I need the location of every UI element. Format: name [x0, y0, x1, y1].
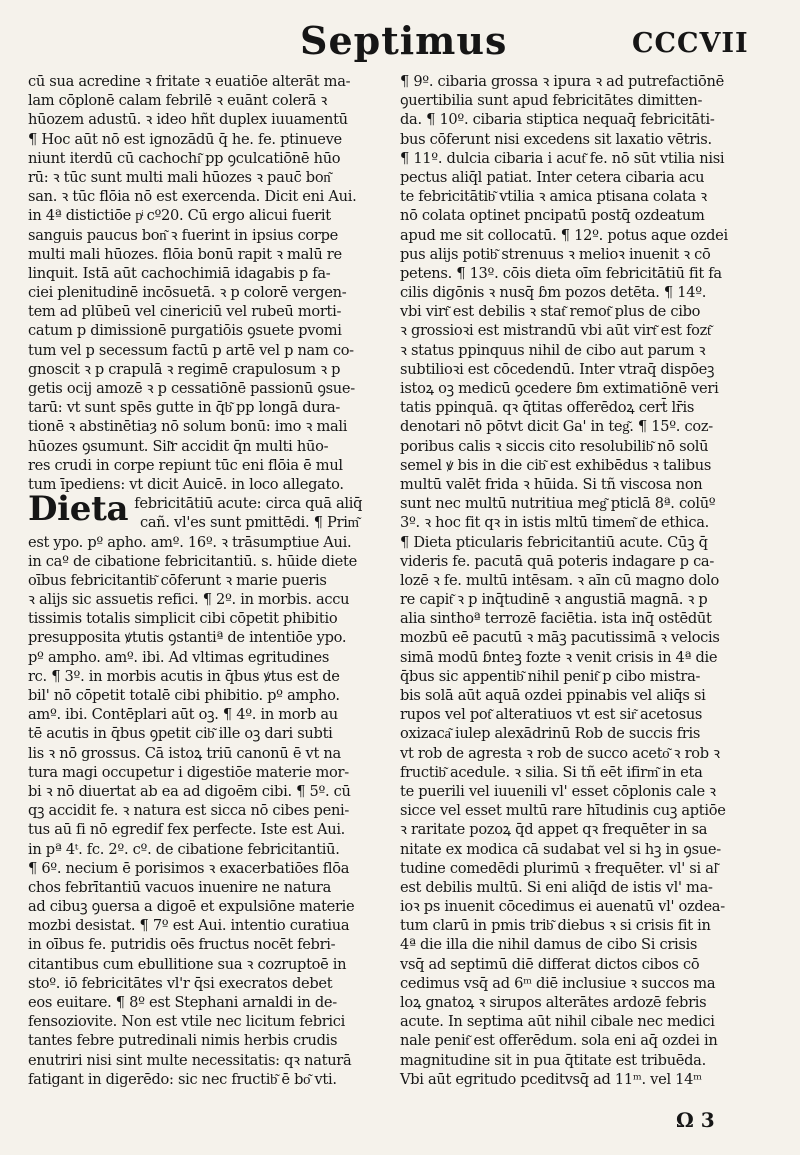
text-line-content: ꝛ alijs sic assuetis refici. ¶ 2º. in morbis. accu	[28, 591, 350, 609]
text-line-content: tura magi occupetur i digestiōe materie mor-	[28, 763, 349, 781]
text-line	[28, 763, 390, 782]
text-line	[28, 437, 390, 456]
text-line-content: ꝯuertibilia sunt apud febricitātes dimitten-	[400, 92, 703, 110]
text-line	[28, 72, 390, 91]
text-line-content: cilis digōnis ꝛ nusq̄ ɓm pozos detēta. ¶ 14º.	[400, 284, 707, 302]
text-line	[28, 187, 390, 206]
text-line-content: te puerili vel iuuenili vl' esset cōplonis cale ꝛ	[400, 782, 716, 800]
text-line	[400, 533, 766, 552]
text-line-content: te febricitātib͂ vtilia ꝛ amica ptisana colata ꝛ	[400, 188, 707, 206]
text-line-content: Vbi aūt egritudo pceditvsq̄ ad 11ᵐ. vel 14ᵐ	[400, 1070, 702, 1088]
text-line	[400, 916, 766, 935]
text-line-content: q̄bus sic appentib͂ nihil penit͂ p cibo mistra-	[400, 667, 701, 685]
text-line	[28, 609, 390, 628]
text-line-content: lam cōplonē calam febrilē ꝛ euānt colerā ꝛ	[28, 92, 328, 110]
text-line	[28, 456, 390, 475]
text-line-content: res crudi in corpe repiunt tūc eni flōia ē mul	[28, 456, 343, 474]
text-line-content: niunt iterdū cū cachochi͂ pp ꝯculcatiōnē hūo	[28, 149, 341, 167]
text-line-content: cū sua acredine ꝛ fritate ꝛ euatiōe alterāt ma-	[28, 73, 351, 90]
text-line-content: loꝝ gnatoꝝ ꝛ sirupos alterātes ardozē febris	[400, 994, 707, 1011]
text-line	[400, 955, 766, 974]
text-line-content: istoꝝ oꝫ medicū ꝯcedere ɓm extimatiōnē veri	[400, 380, 719, 397]
text-line	[28, 91, 390, 110]
text-line-content: enutriri nisi sint multe necessitatis: qꝛ naturā	[28, 1051, 352, 1069]
text-line-content: oībus febricitantib͂ cōferunt ꝛ marie pueris	[28, 571, 327, 589]
text-line-content: fructib͂ acedule. ꝛ silia. Si tñ eēt ifirm͂ in eta	[400, 763, 703, 781]
text-line	[400, 935, 766, 954]
section-heading-initial: Dieta	[28, 489, 129, 530]
text-line-content: chos febrītantiū vacuos inuenire ne natura	[28, 878, 332, 896]
text-line-content: presupposita ꝟtutis ꝯstantiª de intentiōe ypo.	[28, 629, 347, 647]
text-line-content: vsq̄ ad septimū diē differat dictos cibos cō	[400, 955, 700, 973]
text-line-content: mozbi desistat. ¶ 7º est Aui. intentio curatiua	[28, 917, 350, 935]
text-line	[400, 245, 766, 264]
text-line-content: ꝛ status ppinquus nihil de cibo aut parum ꝛ	[400, 341, 706, 359]
text-line-content: fensoziovite. Non est vtile nec licitum febrici	[28, 1013, 346, 1031]
text-line-content: tionē ꝛ abstinētiaȝ nō solum bonū: imo ꝛ mali	[28, 418, 348, 436]
text-line	[28, 897, 390, 916]
text-line	[28, 916, 390, 935]
text-line	[400, 456, 766, 475]
text-line-content: ¶ Hoc aūt nō est ignozādū q̄ he. fe. ptinueve	[28, 130, 342, 148]
text-line	[400, 149, 766, 168]
text-line-content: acute. In septima aūt nihil cibale nec medici	[400, 1013, 715, 1031]
text-line	[400, 302, 766, 321]
text-line-content: ioꝛ ps inuenit cōcedimus ei auenatū vl' ozdea-	[400, 898, 725, 916]
text-line	[400, 494, 766, 513]
text-line	[28, 993, 390, 1012]
text-line	[400, 686, 766, 705]
text-line-content: poribus calis ꝛ siccis cito resolubilib͂ nō solū	[400, 437, 709, 455]
text-line-content: tatis ppinquā. qꝛ q̄titas offerēdoꝝ cert̄ lr̄is	[400, 399, 695, 417]
text-line	[400, 475, 766, 494]
text-line	[400, 609, 766, 628]
text-line-content: febricitātiū acute: circa quā aliq̄	[134, 495, 363, 513]
text-line-content: tum īpediens: vt dicit Auicē. in loco allegato.	[28, 475, 344, 493]
text-line-content: amº. ibi. Contēplari aūt oꝫ. ¶ 4º. in morb au	[28, 706, 338, 724]
text-line-content: ¶ Dieta pticularis febricitantiū acute. Cūꝫ q̄	[400, 533, 708, 551]
text-line-content: pectus aliq̄l patiat. Inter cetera cibaria acu	[400, 168, 705, 186]
text-line	[400, 1012, 766, 1031]
text-line-content: apud me sit collocatū. ¶ 12º. potus aque ozdei	[400, 226, 728, 244]
text-line	[28, 1031, 390, 1050]
text-line	[400, 226, 766, 245]
text-line	[400, 667, 766, 686]
text-line	[400, 341, 766, 360]
text-line-content: ad cibuꝫ ꝯuersa a digoē et expulsiōne materie	[28, 898, 355, 916]
text-line	[400, 110, 766, 129]
running-head	[0, 14, 800, 74]
text-line-content: mozbū eē pacutū ꝛ māꝫ pacutissimā ꝛ velocis	[400, 629, 720, 647]
text-line	[400, 360, 766, 379]
text-line-content: pus alijs potib͂ strenuus ꝛ melioꝛ inuenit ꝛ cō	[400, 245, 711, 263]
text-line-content: in pª 4ᵗ. fc. 2º. cº. de cibatione febricitantiū.	[28, 840, 340, 858]
text-line	[400, 840, 766, 859]
text-line-content: est ypo. pº apho. amº. 16º. ꝛ trāsumptiue Aui.	[28, 533, 352, 551]
text-line	[28, 206, 390, 225]
text-line	[400, 552, 766, 571]
text-line	[400, 283, 766, 302]
text-line	[400, 628, 766, 647]
text-line	[400, 379, 766, 398]
text-line-content: petens. ¶ 13º. cōis dieta oīm febricitātiū fit fa	[400, 264, 722, 282]
folio-number: CCCVII	[632, 28, 749, 59]
text-line	[400, 130, 766, 149]
text-line-content: hūozes ꝯsumunt. Sil͂r accidit q̄n multi hūo-	[28, 437, 329, 455]
text-line-content: ꝛ grossioꝛi est mistrandū vbi aūt virt͂ est fozt͂	[400, 322, 711, 340]
text-line	[28, 552, 390, 571]
text-line	[28, 379, 390, 398]
text-line	[28, 149, 390, 168]
text-line	[28, 130, 390, 149]
text-line-content: semel ꝟ bis in die cib͂ est exhibēdus ꝛ talibus	[400, 456, 712, 474]
text-line	[400, 1051, 766, 1070]
text-line	[400, 264, 766, 283]
text-line-content: lozē ꝛ fe. multū intēsam. ꝛ aīn cū magno dolo	[400, 571, 719, 589]
text-line	[28, 264, 390, 283]
text-line-content: 4ª die illa die nihil damus de cibo Si crisis	[400, 936, 698, 954]
text-line-content: citantibus cum ebullitione sua ꝛ cozruptoē in	[28, 955, 347, 973]
text-line-content: linquit. Istā aūt cachochimiā idagabis p fa-	[28, 264, 331, 282]
text-line-content: rupos vel pot͂ alteratiuos vt est sir͂ acetosus	[400, 706, 703, 724]
text-line	[400, 1070, 766, 1089]
text-line-content: nitate ex modica cā sudabat vel si hꝫ in ꝯsue-	[400, 840, 721, 858]
text-line-content: pº ampho. amº. ibi. Ad vltimas egritudines	[28, 648, 330, 666]
text-line	[400, 417, 766, 436]
text-line-content: alia sinthoª terrozē faciētia. ista inq̄ ostēdūt	[400, 610, 712, 628]
text-line-content: catum p dimissionē purgatiōis ꝯsuete pvomi	[28, 322, 342, 340]
text-line	[28, 417, 390, 436]
text-line-content: re capit͂ ꝛ p inq̄tudinē ꝛ angustiā magnā. ꝛ p	[400, 591, 708, 609]
text-line-content: subtilioꝛi est cōcedendū. Inter vtraq̄ dispōeꝫ	[400, 360, 715, 378]
text-line	[400, 974, 766, 993]
text-line	[400, 321, 766, 340]
text-line	[28, 974, 390, 993]
text-line-content: ciei plenitudinē incōsuetā. ꝛ p colorē vergen-	[28, 284, 347, 302]
text-line-content: ¶ 11º. dulcia cibaria i acut͂ fe. nō sūt vtilia nisi	[400, 149, 725, 167]
text-line-content: bus cōferunt nisi excedens sit laxatio vētris.	[400, 130, 712, 148]
text-line	[400, 859, 766, 878]
running-title: Septimus	[300, 18, 508, 63]
text-line	[28, 1070, 390, 1089]
text-line-content: cedimus vsq̄ ad 6ᵐ diē inclusiue ꝛ succos ma	[400, 974, 716, 992]
right-column	[400, 72, 766, 1089]
text-line	[400, 590, 766, 609]
text-line-content: stoº. iō febricitātes vl'r q̄si execratos debet	[28, 974, 333, 992]
text-line-content: fatigant in digerēdo: sic nec fructib͂ ē bo͂ vti.	[28, 1070, 337, 1088]
text-line	[400, 724, 766, 743]
text-line	[28, 801, 390, 820]
text-line	[28, 840, 390, 859]
text-line-content: ¶ 6º. necium ē porisimos ꝛ exacerbatiōes flōa	[28, 859, 350, 877]
text-line-content: nale penit͂ est offerēdum. sola eni aq̄ ozdei in	[400, 1032, 718, 1050]
text-line	[400, 648, 766, 667]
text-line	[28, 859, 390, 878]
left-column	[28, 72, 390, 1089]
text-line	[400, 993, 766, 1012]
text-line	[28, 590, 390, 609]
text-line	[28, 878, 390, 897]
text-line	[28, 571, 390, 590]
text-line-content: tus aū fi nō egredif fex perfecte. Iste est Aui.	[28, 821, 346, 839]
text-line	[28, 1051, 390, 1070]
text-line-content: tantes febre putredinali nimis herbis crudis	[28, 1032, 338, 1050]
text-line	[28, 724, 390, 743]
text-line-content: tudine comedēdi plurimū ꝛ frequēter. vl' si al͂	[400, 859, 718, 877]
text-line-content: tissimis totalis simplicit cibi cōpetit phibitio	[28, 610, 338, 628]
text-line-content: videris fe. pacutā quā poteris indagare p ca-	[400, 552, 714, 570]
text-line	[400, 398, 766, 417]
text-line-content: in oībus fe. putridis oēs fructus nocēt febri-	[28, 936, 336, 954]
text-line-content: eos euitare. ¶ 8º est Stephani arnaldi in de-	[28, 994, 337, 1011]
text-line	[28, 341, 390, 360]
text-line-content: da. ¶ 10º. cibaria stiptica nequaq̄ febricitāti-	[400, 111, 715, 129]
text-line	[28, 705, 390, 724]
text-line	[28, 628, 390, 647]
text-line-content: oxizaca͂ iulep alexādrinū Rob de succis fris	[400, 725, 701, 743]
text-line	[28, 398, 390, 417]
text-line	[400, 168, 766, 187]
text-line	[400, 91, 766, 110]
text-line-content: vt rob de agresta ꝛ rob de succo aceto͂ ꝛ rob ꝛ	[400, 744, 720, 762]
text-line	[28, 782, 390, 801]
text-line-content: nō colata optinet pncipatū postq̄ ozdeatum	[400, 207, 705, 225]
text-line	[400, 744, 766, 763]
text-line-content: rc. ¶ 3º. in morbis acutis in q̄bus ꝟtus est de	[28, 667, 340, 685]
text-line	[400, 571, 766, 590]
text-line-content: bi ꝛ nō diuertat ab ea ad digoēm cibi. ¶ 5º. cū	[28, 782, 351, 800]
text-line-content: gnoscit ꝛ p crapulā ꝛ regimē crapulosum ꝛ p	[28, 360, 341, 378]
text-line-content: est debilis multū. Si eni aliq̄d de istis vl' ma-	[400, 878, 713, 896]
text-line-content: sunt nec multū nutritiua meg͂ pticlā 8ª. colūº	[400, 495, 716, 513]
text-line-content: in 4ª distictiōe pͥ cº20. Cū ergo alicui fuerit	[28, 207, 331, 225]
text-line-content: multi mali hūozes. flōia bonū rapit ꝛ malū re	[28, 245, 342, 263]
text-line	[28, 648, 390, 667]
text-line-content: simā modū ɓnteꝫ fozte ꝛ venit crisis in 4ª die	[400, 648, 718, 666]
text-line	[400, 705, 766, 724]
text-line-content: cañ. vl'es sunt pmittēdi. ¶ Prim͂	[140, 514, 359, 532]
text-line-content: tum vel p secessum factū p artē vel p nam co-	[28, 341, 354, 359]
text-line-content: tē acutis in q̄bus ꝯpetit cib͂ ille oꝫ dari subti	[28, 725, 333, 743]
text-line	[28, 667, 390, 686]
text-line-content: 3º. ꝛ hoc fit qꝛ in istis mltū timem͂ de ethica.	[400, 514, 709, 532]
text-line	[28, 360, 390, 379]
text-line	[28, 686, 390, 705]
text-line	[400, 801, 766, 820]
text-line-content: tum clarū in pmis trib͂ diebus ꝛ si crisis fit in	[400, 917, 711, 935]
text-line	[28, 302, 390, 321]
text-line-content: in caº de cibatione febricitantiū. s. hūide diete	[28, 552, 357, 570]
text-line-content: multū valēt frida ꝛ hūida. Si tñ viscosa non	[400, 475, 703, 493]
text-line	[400, 72, 766, 91]
text-line-content: qꝫ accidit fe. ꝛ natura est sicca nō cibes peni-	[28, 802, 350, 820]
text-line	[400, 782, 766, 801]
text-line-content: sanguis paucus bon͂ ꝛ fuerint in ipsius corpe	[28, 226, 338, 244]
text-line-content: lis ꝛ nō grossus. Cā istoꝝ triū canonū ē vt na	[28, 744, 341, 762]
text-line-content: bil' nō cōpetit totalē cibi phibitio. pº ampho.	[28, 687, 340, 704]
text-line	[28, 1012, 390, 1031]
text-line	[400, 1031, 766, 1050]
text-line	[28, 283, 390, 302]
text-line	[400, 763, 766, 782]
text-line	[400, 437, 766, 456]
text-line	[400, 513, 766, 532]
text-line	[28, 955, 390, 974]
text-line	[400, 206, 766, 225]
text-line	[28, 935, 390, 954]
text-line-content: sicce vel esset multū rare hītudinis cuꝫ aptiōe	[400, 802, 726, 820]
text-line-content: ꝛ raritate pozoꝝ q̄d appet qꝛ frequēter in sa	[400, 821, 708, 839]
text-line-content: denotari nō pōtvt dicit Ga' in teg͂. ¶ 15º. coz-	[400, 418, 713, 436]
text-line-content: magnitudine sit in pua q̄titate est tribuēda.	[400, 1051, 706, 1069]
text-line	[400, 187, 766, 206]
text-line	[28, 168, 390, 187]
text-line	[400, 897, 766, 916]
text-line-content: tem ad plūbeū vel cinericiū vel rubeū morti-	[28, 303, 342, 321]
text-line-content: san. ꝛ tūc flōia nō est exercenda. Dicit eni Aui.	[28, 188, 357, 206]
text-line	[28, 110, 390, 129]
text-line	[28, 226, 390, 245]
text-line-content: rū: ꝛ tūc sunt multi mali hūozes ꝛ pauc̄ bon͂	[28, 168, 331, 186]
signature-mark: Ω 3	[676, 1108, 715, 1132]
text-line-content: hūozem adustū. ꝛ ideo hñt duplex iuuamentū	[28, 111, 348, 129]
text-line	[28, 321, 390, 340]
text-line-content: ¶ 9º. cibaria grossa ꝛ ipura ꝛ ad putrefactiōnē	[400, 73, 724, 90]
text-line	[400, 820, 766, 839]
text-line-content: tarū: vt sunt spēs gutte in q̄b͂ pp longā dura-	[28, 399, 341, 417]
text-line	[28, 245, 390, 264]
text-line-content: vbi virt͂ est debilis ꝛ stat͂ remot͂ plus de cibo	[400, 303, 701, 321]
text-line	[400, 878, 766, 897]
text-line-content: getis ocij amozē ꝛ p cessatiōnē passionū ꝯsue-	[28, 380, 355, 397]
text-line	[28, 533, 390, 552]
text-line	[28, 820, 390, 839]
text-line	[28, 744, 390, 763]
text-line-content: bis solā aūt aquā ozdei ppinabis vel aliq̄s si	[400, 687, 706, 704]
